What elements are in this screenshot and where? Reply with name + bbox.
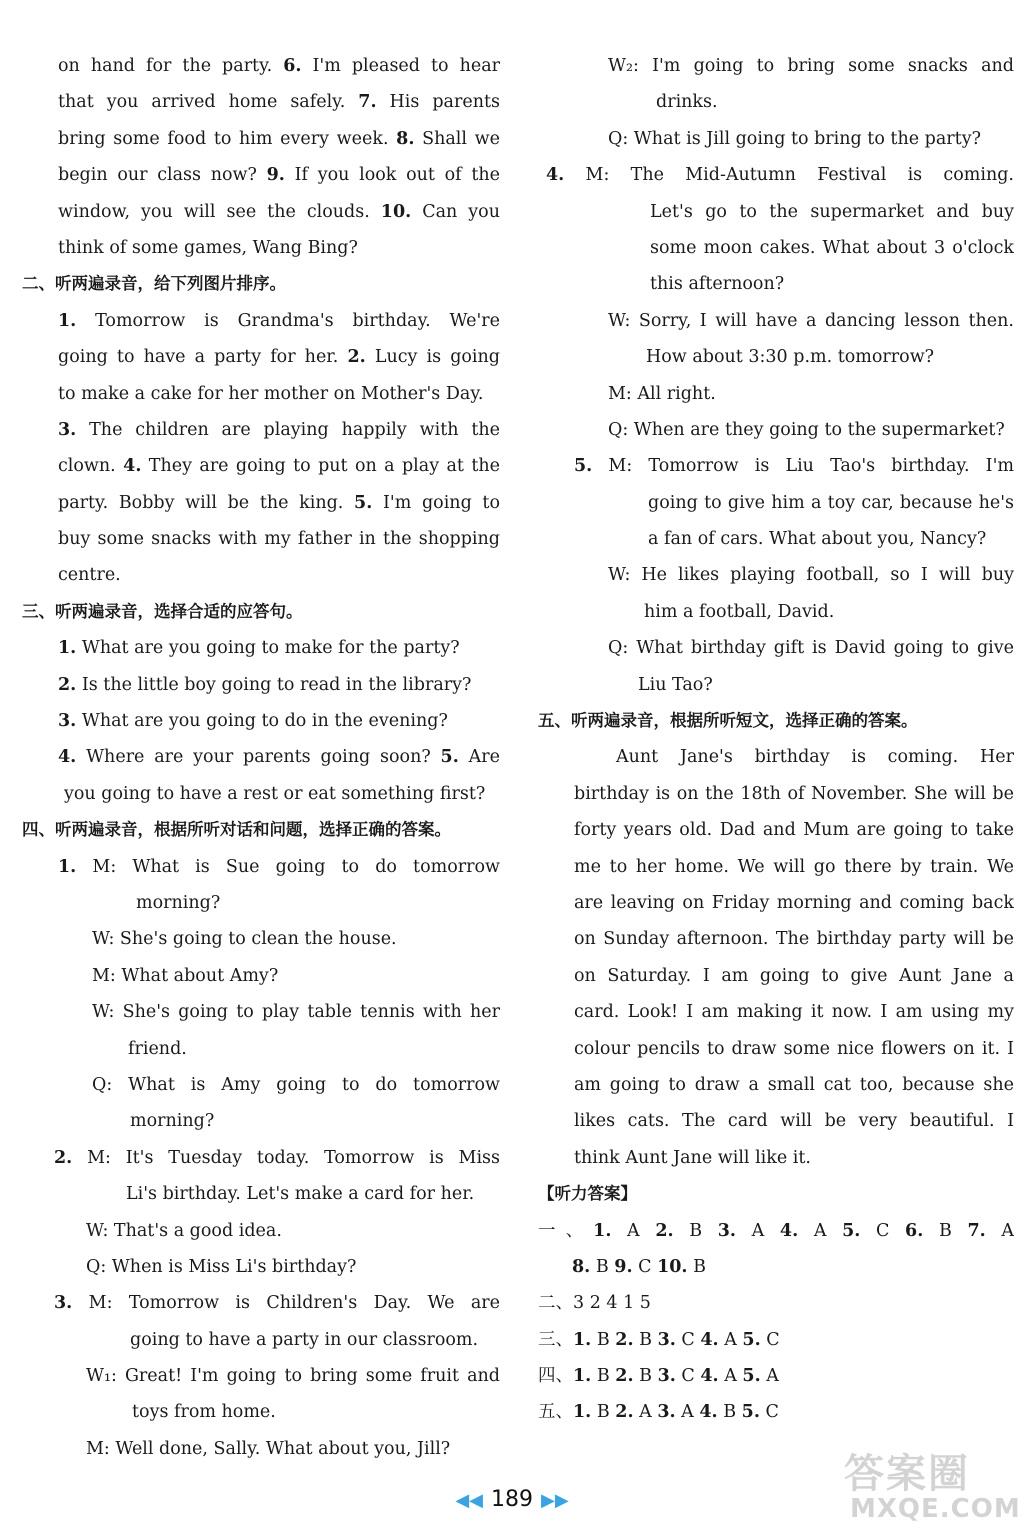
text-line: Liu Tao?: [638, 674, 713, 695]
prev-arrows-icon: ◀◀: [455, 1490, 483, 1511]
text-line: Q: When is Miss Li's birthday?: [86, 1256, 357, 1277]
text-line: think Aunt Jane will like it.: [574, 1147, 811, 1168]
text-line: clown. 4. They are going to put on a play at the: [58, 456, 500, 477]
text-line: to make a cake for her mother on Mother's Day.: [58, 383, 484, 404]
text-line: Q: What is Amy going to do tomorrow: [92, 1074, 500, 1095]
text-line: 4. Where are your parents going soon? 5. Are: [58, 747, 500, 768]
text-line: drinks.: [656, 92, 718, 113]
text-line: on Sunday afternoon. The birthday party will be: [574, 929, 1014, 950]
text-line: bring some food to him every week. 8. Shall we: [58, 128, 500, 149]
text-line: 1. Tomorrow is Grandma's birthday. We're: [58, 310, 500, 331]
text-line: that you arrived home safely. 7. His parents: [58, 92, 500, 113]
text-line: 2. M: It's Tuesday today. Tomorrow is Miss: [54, 1147, 500, 1168]
text-line: me to her home. We will go there by train. We: [574, 856, 1014, 877]
text-line: morning?: [130, 1111, 215, 1132]
text-line: you going to have a rest or eat something first?: [64, 783, 486, 804]
text-line: going to give him a toy car, because he's: [648, 492, 1014, 513]
text-line: begin our class now? 9. If you look out of the: [58, 165, 500, 186]
right-column: [538, 48, 1014, 1431]
text-line: some moon cakes. What about 3 o'clock: [650, 237, 1014, 258]
text-line: How about 3:30 p.m. tomorrow?: [646, 347, 935, 368]
text-line: window, you will see the clouds. 10. Can you: [58, 201, 500, 222]
text-line: 3. M: Tomorrow is Children's Day. We are: [54, 1293, 500, 1314]
text-line: 3. What are you going to do in the evening?: [58, 711, 448, 732]
text-line: 五、1. B 2. A 3. A 4. B 5. C: [538, 1402, 779, 1423]
text-line: going to have a party in our classroom.: [130, 1329, 479, 1350]
text-line: on Saturday. I am going to give Aunt Jane a: [574, 965, 1014, 986]
text-line: on hand for the party. 6. I'm pleased to hear: [58, 56, 500, 76]
text-line: 4. M: The Mid-Autumn Festival is coming.: [546, 165, 1014, 186]
watermark-logo: [840, 1436, 1024, 1536]
text-line: friend.: [128, 1038, 187, 1059]
left-column: [22, 48, 500, 1467]
watermark-line2: MXQE.COM: [850, 1494, 1021, 1524]
text-line: 8. B 9. C 10. B: [572, 1256, 706, 1277]
text-line: toys from home.: [132, 1402, 276, 1423]
text-line: M: What about Amy?: [92, 965, 279, 986]
text-line: are leaving on Friday morning and coming back: [574, 892, 1014, 913]
text-line: Q: When are they going to the supermarket?: [608, 419, 1005, 440]
text-line: card. Look! I am making it now. I am using my: [574, 1002, 1014, 1023]
text-line: W₂: I'm going to bring some snacks and: [608, 56, 1014, 76]
text-line: morning?: [136, 892, 221, 913]
next-arrows-icon: ▶▶: [541, 1490, 569, 1511]
text-line: M: Well done, Sally. What about you, Jill?: [86, 1438, 451, 1459]
text-line: going to have a party for her. 2. Lucy is going: [58, 347, 500, 368]
text-line: 2. Is the little boy going to read in the library?: [58, 674, 472, 695]
text-line: likes cats. The card will be very beautiful. I: [574, 1111, 1014, 1132]
section-heading: 四、听两遍录音，根据所听对话和问题，选择正确的答案。: [22, 820, 451, 840]
text-line: am going to draw a small cat too, because she: [574, 1074, 1014, 1095]
text-line: W: He likes playing football, so I will buy: [608, 565, 1014, 586]
section-heading: 【听力答案】: [538, 1184, 637, 1204]
text-line: centre.: [58, 565, 121, 586]
text-line: think of some games, Wang Bing?: [58, 237, 358, 258]
text-line: Q: What birthday gift is David going to give: [608, 638, 1014, 659]
text-line: 四、1. B 2. B 3. C 4. A 5. A: [538, 1366, 779, 1387]
text-line: 一、1. A 2. B 3. A 4. A 5. C 6. B 7. A: [538, 1220, 1014, 1241]
text-line: this afternoon?: [650, 274, 785, 295]
text-line: Q: What is Jill going to bring to the party?: [608, 128, 981, 149]
text-line: W: She's going to play table tennis with her: [92, 1002, 500, 1023]
text-line: 三、1. B 2. B 3. C 4. A 5. C: [538, 1329, 780, 1350]
text-line: W: That's a good idea.: [86, 1220, 282, 1241]
text-line: him a football, David.: [644, 601, 835, 622]
text-line: Aunt Jane's birthday is coming. Her: [616, 747, 1014, 768]
text-line: W: Sorry, I will have a dancing lesson then.: [608, 310, 1014, 331]
section-heading: 三、听两遍录音，选择合适的应答句。: [22, 601, 303, 621]
watermark-line1: 答案圈: [844, 1451, 970, 1497]
text-line: Let's go to the supermarket and buy: [650, 201, 1014, 222]
text-line: W₁: Great! I'm going to bring some fruit and: [86, 1366, 500, 1387]
text-line: 3. The children are playing happily with the: [58, 419, 500, 440]
text-line: buy some snacks with my father in the shopping: [58, 529, 500, 550]
page-number: 189: [491, 1487, 533, 1512]
section-heading: 二、听两遍录音，给下列图片排序。: [22, 274, 286, 294]
text-line: forty years old. Dad and Mum are going to take: [574, 820, 1014, 841]
text-line: 二、3 2 4 1 5: [538, 1293, 651, 1314]
text-line: 1. M: What is Sue going to do tomorrow: [58, 856, 500, 877]
text-line: 5. M: Tomorrow is Liu Tao's birthday. I'm: [574, 456, 1014, 477]
section-heading: 五、听两遍录音，根据所听短文，选择正确的答案。: [538, 711, 918, 731]
text-line: Li's birthday. Let's make a card for her.: [126, 1184, 475, 1205]
text-line: colour pencils to draw some nice flowers on it. I: [574, 1038, 1014, 1059]
text-line: W: She's going to clean the house.: [92, 929, 397, 950]
text-line: party. Bobby will be the king. 5. I'm going to: [58, 492, 500, 513]
text-line: M: All right.: [608, 383, 716, 404]
text-line: 1. What are you going to make for the party?: [58, 638, 460, 659]
text-line: a fan of cars. What about you, Nancy?: [648, 529, 987, 550]
text-line: birthday is on the 18th of November. She will be: [574, 783, 1014, 804]
